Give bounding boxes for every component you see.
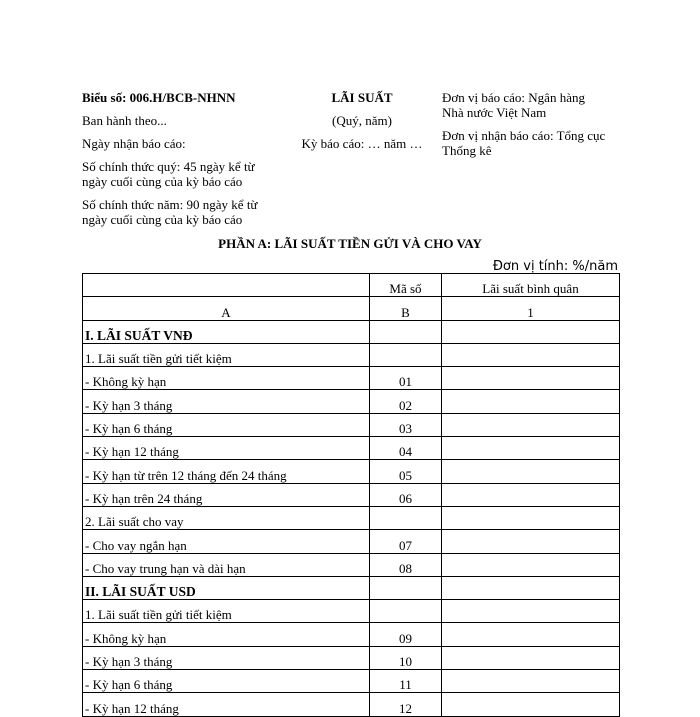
- row-average-rate: [442, 460, 620, 483]
- row-label: - Kỳ hạn 12 tháng: [83, 437, 370, 460]
- receiving-unit-line1: Đơn vị nhận báo cáo: Tổng cục: [442, 128, 606, 143]
- row-average-rate: [442, 483, 620, 506]
- report-subtitle: (Quý, năm): [332, 113, 392, 128]
- row-label: - Kỳ hạn 3 tháng: [83, 646, 370, 669]
- table-row: [83, 483, 620, 506]
- table-row: [83, 320, 620, 343]
- quarterly-deadline-line2: ngày cuối cùng của kỳ báo cáo: [82, 174, 243, 189]
- table-row: [83, 390, 620, 413]
- table-row: [83, 343, 620, 366]
- table-row: [83, 553, 620, 576]
- table-row: [83, 506, 620, 529]
- table-row: [83, 670, 620, 693]
- table-row: [83, 367, 620, 390]
- row-average-rate: [442, 390, 620, 413]
- table-header-row: [83, 274, 620, 297]
- row-code: 12: [370, 693, 442, 716]
- row-code: [370, 576, 442, 599]
- row-average-rate: [442, 600, 620, 623]
- quarterly-deadline-line1: Số chính thức quý: 45 ngày kể từ: [82, 159, 255, 174]
- table-row: [83, 437, 620, 460]
- row-label: - Không kỳ hạn: [83, 367, 370, 390]
- row-average-rate: [442, 646, 620, 669]
- header-cell-indicator: [83, 274, 370, 297]
- header-cell-code: Mã số: [370, 274, 442, 297]
- table-row: [83, 413, 620, 436]
- row-code: 05: [370, 460, 442, 483]
- reporting-unit-line2: Nhà nước Việt Nam: [442, 105, 547, 120]
- row-label: II. LÃI SUẤT USD: [83, 576, 370, 599]
- yearly-deadline-line2: ngày cuối cùng của kỳ báo cáo: [82, 212, 243, 227]
- row-average-rate: [442, 693, 620, 716]
- row-code: 10: [370, 646, 442, 669]
- row-label: - Cho vay trung hạn và dài hạn: [83, 553, 370, 576]
- row-average-rate: [442, 343, 620, 366]
- row-label: - Kỳ hạn từ trên 12 tháng đến 24 tháng: [83, 460, 370, 483]
- table-row: [83, 623, 620, 646]
- row-label: - Không kỳ hạn: [83, 623, 370, 646]
- issued-by: Ban hành theo...: [82, 113, 167, 128]
- row-label: - Kỳ hạn trên 24 tháng: [83, 483, 370, 506]
- column-key-b: B: [370, 297, 442, 320]
- row-average-rate: [442, 367, 620, 390]
- row-label: - Kỳ hạn 6 tháng: [83, 413, 370, 436]
- part-title: PHẦN A: LÃI SUẤT TIỀN GỬI VÀ CHO VAY: [218, 236, 482, 251]
- row-label: - Cho vay ngắn hạn: [83, 530, 370, 553]
- column-key-1: 1: [442, 297, 620, 320]
- row-code: 01: [370, 367, 442, 390]
- header-cell-average-rate: Lãi suất bình quân: [442, 274, 620, 297]
- row-label: 1. Lãi suất tiền gửi tiết kiệm: [83, 343, 370, 366]
- row-average-rate: [442, 670, 620, 693]
- row-label: - Kỳ hạn 3 tháng: [83, 390, 370, 413]
- table-row: [83, 646, 620, 669]
- table-row: [83, 600, 620, 623]
- table-row: [83, 576, 620, 599]
- row-label: I. LÃI SUẤT VNĐ: [83, 320, 370, 343]
- table-column-key-row: [83, 297, 620, 320]
- row-code: 02: [370, 390, 442, 413]
- row-code: 04: [370, 437, 442, 460]
- row-code: 08: [370, 553, 442, 576]
- yearly-deadline-line1: Số chính thức năm: 90 ngày kể từ: [82, 197, 258, 212]
- row-average-rate: [442, 437, 620, 460]
- row-label: - Kỳ hạn 12 tháng: [83, 693, 370, 716]
- unit-label: Đơn vị tính: %/năm: [492, 259, 618, 274]
- table-row: [83, 693, 620, 716]
- row-code: [370, 506, 442, 529]
- table-row: [83, 530, 620, 553]
- received-date: Ngày nhận báo cáo:: [82, 136, 186, 151]
- row-average-rate: [442, 530, 620, 553]
- row-code: 09: [370, 623, 442, 646]
- row-code: 03: [370, 413, 442, 436]
- reporting-unit-line1: Đơn vị báo cáo: Ngân hàng: [442, 90, 585, 105]
- form-number: Biểu số: 006.H/BCB-NHNN: [82, 90, 236, 105]
- row-average-rate: [442, 623, 620, 646]
- interest-rate-table: [82, 273, 620, 717]
- row-code: [370, 343, 442, 366]
- row-average-rate: [442, 413, 620, 436]
- report-title: LÃI SUẤT: [331, 90, 393, 105]
- row-label: - Kỳ hạn 6 tháng: [83, 670, 370, 693]
- report-period: Kỳ báo cáo: … năm …: [301, 136, 423, 151]
- row-average-rate: [442, 320, 620, 343]
- column-key-a: A: [83, 297, 370, 320]
- row-code: 06: [370, 483, 442, 506]
- row-label: 1. Lãi suất tiền gửi tiết kiệm: [83, 600, 370, 623]
- row-average-rate: [442, 553, 620, 576]
- row-code: 11: [370, 670, 442, 693]
- row-label: 2. Lãi suất cho vay: [83, 506, 370, 529]
- row-code: [370, 320, 442, 343]
- table-row: [83, 460, 620, 483]
- row-average-rate: [442, 576, 620, 599]
- row-code: [370, 600, 442, 623]
- row-average-rate: [442, 506, 620, 529]
- row-code: 07: [370, 530, 442, 553]
- receiving-unit-line2: Thống kê: [442, 143, 492, 158]
